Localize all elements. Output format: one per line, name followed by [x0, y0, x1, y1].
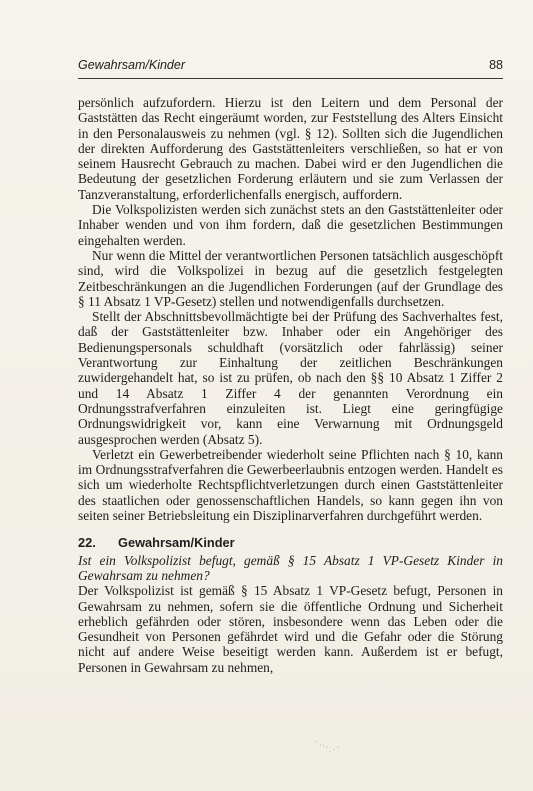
paragraph: Verletzt ein Gewerbetreibender wiederholt seine Pflichten nach § 10, kann im Ordnungsstrafverfahren die Gewerbeerlaubnis entzogen werden. Handelt es sich um wiederholte Rechtspflichtverletzungen durch einen Gaststättenleiter des staatlichen oder genossenschaftlichen Handels, so kann gegen ihn von seiten seiner Betriebsleitung ein Disziplinarverfahren durchgeführt werden.	[78, 446, 503, 524]
section-question: Ist ein Volkspolizist befugt, gemäß § 15 Absatz 1 VP-Gesetz Kinder in Gewahrsam zu nehmen?	[78, 552, 503, 583]
running-header	[78, 52, 503, 79]
page-number: 88	[489, 58, 503, 72]
paragraph: Die Volkspolizisten werden sich zunächst stets an den Gaststättenleiter oder Inhaber wenden und von ihm fordern, daß die gesetzlichen Bestimmungen eingehalten werden.	[78, 202, 503, 248]
paragraph: Stellt der Abschnittsbevollmächtigte bei der Prüfung des Sachverhaltes fest, daß der Gaststättenleiter bzw. Inhaber oder ein Angehöriger des Bedienungspersonals schuldhaft (vorsätzlich oder fahrlässig) seiner Verantwortung zur Einhaltung der zeitlichen Beschränkungen zuwidergehandelt hat, so ist zu prüfen, ob nach den §§ 10 Absatz 1 Ziffer 2 und 14 Absatz 1 Ziffer 4 der genannten Verordnung ein Ordnungsstrafverfahren einzuleiten ist. Liegt eine geringfügige Ordnungswidrigkeit vor, kann eine Verwarnung mit Ordnungsgeld ausgesprochen werden (Absatz 5).	[78, 309, 503, 447]
section-answer: Der Volkspolizist ist gemäß § 15 Absatz 1 VP-Gesetz befugt, Personen in Gewahrsam zu nehmen, sofern sie die öffentliche Ordnung und Sicherheit erheblich gefährden oder stören, insbesondere wenn das Leben oder die Gesundheit von Personen gefährdet wird und die Gefahr oder die Störung nicht auf andere Weise beseitigt werden kann. Außerdem ist er befugt, Personen in Gewahrsam zu nehmen,	[78, 583, 503, 675]
section-heading	[78, 535, 503, 550]
section-number: 22.	[78, 535, 96, 551]
paragraph-continuation: persönlich aufzufordern. Hierzu ist den Leitern und dem Personal der Gaststätten das Recht eingeräumt worden, zur Feststellung des Alters Einsicht in den Personalausweis zu nehmen (vgl. § 12). Sollten sich die Jugendlichen der direkten Aufforderung des Gaststättenleiters verschließen, so hat er von seinem Hausrecht Gebrauch zu machen. Dabei wird er den Jugendlichen die Bedeutung der gesetzlichen Forderung erläutern und sie zum Verlassen der Tanzveranstaltung, erforderlichenfalls energisch, auffordern.	[78, 95, 503, 202]
paragraph: Nur wenn die Mittel der verantwortlichen Personen tatsächlich ausgeschöpft sind, wird die Volkspolizei in bezug auf die gesetzlich festgelegten Zeitbeschränkungen an die Jugendlichen Forderungen (auf der Grundlage des § 11 Absatz 1 VP-Gesetz) stellen und notwendigenfalls durchsetzen.	[78, 247, 503, 309]
section-title: Gewahrsam/Kinder	[118, 535, 235, 551]
page-smudge-mark: ⁻⋯⋰	[310, 737, 342, 757]
page-body	[78, 95, 503, 675]
header-title: Gewahrsam/Kinder	[78, 58, 185, 72]
